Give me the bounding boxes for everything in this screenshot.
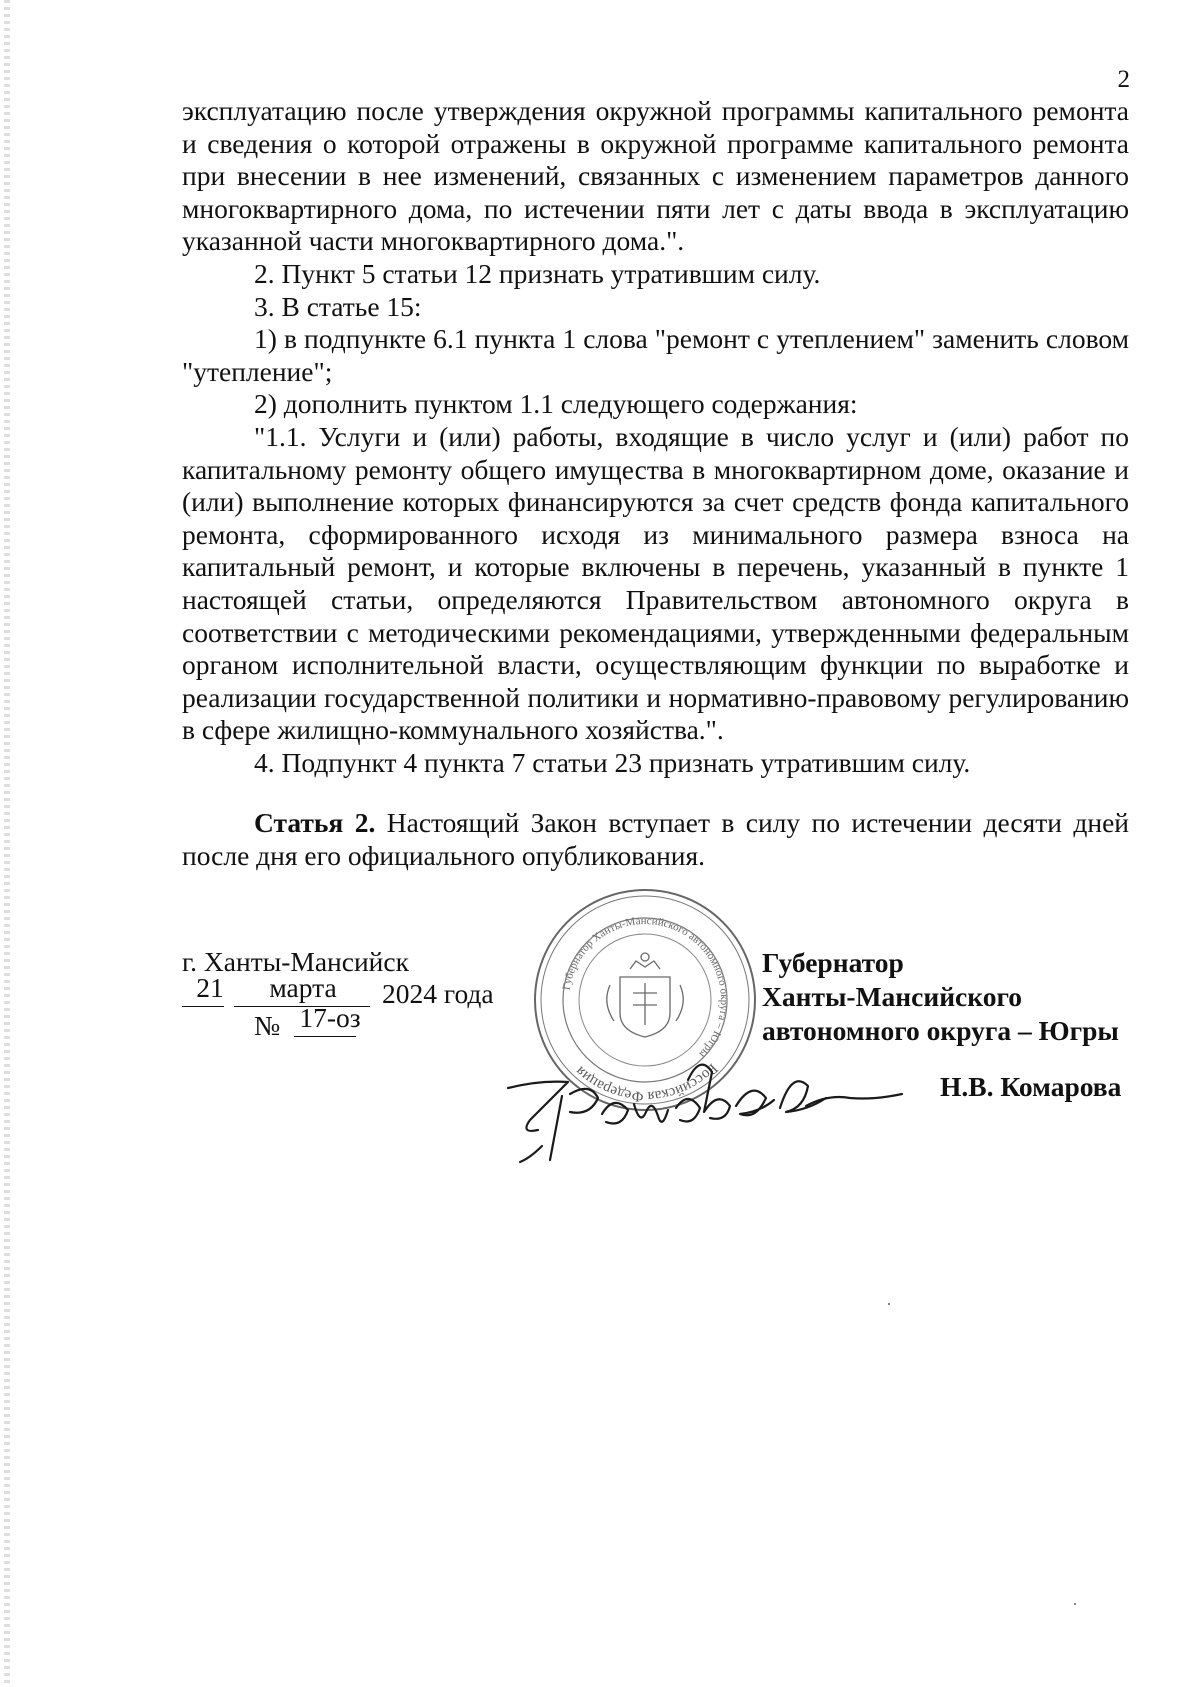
paragraph-item-3-2-text: "1.1. Услуги и (или) работы, входящие в число услуг и (или) работ по капитальному ремонту общего имущества в многоквартирном доме, оказание и (или) выполнение которых финансируются за счет средств фонда капитального ремонта, сформированного исходя из минимального размера взноса на капитальный ремонт, и которые включены в перечень, указанный в пункте 1 настоящей статьи, определяются Правительством автономного округа в соответствии с методическими рекомендациями, утвержденными федеральным органом исполнительной власти, осуществляющим функции по выработке и реализации государственной политики и нормативно-правовому регулированию в сфере жилищно-коммунального хозяйства.". [182, 420, 1129, 746]
scan-edge [4, 0, 10, 1687]
law-number [254, 1002, 364, 1044]
governor-name: Н.В. Комарова [940, 1071, 1122, 1102]
seal-ring-text: Губернатор Ханты-Мансийского автономного округа – Югры [560, 914, 731, 1060]
paragraph-item-3-1: 1) в подпункте 6.1 пункта 1 слова "ремонт с утеплением" заменить словом "утепление"; [182, 323, 1129, 387]
article-2-text: Настоящий Закон вступает в силу по истечении десяти дней после дня его официального опубликования. [182, 807, 1129, 872]
governor-title-line-3: автономного округа – Югры [762, 1015, 1119, 1046]
scan-speck [1074, 1603, 1076, 1605]
paragraph-item-4: 4. Подпункт 4 пункта 7 статьи 23 признать утратившим силу. [254, 746, 971, 778]
paragraph-continuation: эксплуатацию после утверждения окружной программы капитального ремонта и сведения о которой отражены в окружной программе капитального ремонта при внесении в нее изменений, связанных с изменением параметров данного многоквартирного дома, по истечении пяти лет с даты ввода в эксплуатацию указанной части многоквартирного дома.". [182, 95, 1129, 257]
paragraph-item-2: 2. Пункт 5 статьи 12 признать утратившим силу. [254, 257, 821, 289]
paragraph-gap [182, 779, 1129, 807]
paragraph-item-3: 3. В статье 15: [254, 290, 422, 322]
document-body [182, 95, 1129, 873]
number-underline [294, 1036, 356, 1037]
number-value: 17-оз [299, 1002, 361, 1033]
seal-outer-text: Российская Федерация [572, 1060, 721, 1105]
scan-speck [888, 1303, 890, 1305]
place-of-signing: г. Ханты-Мансийск [182, 946, 409, 977]
governor-title-line-2: Ханты-Мансийского [762, 981, 1023, 1012]
coat-of-arms-icon [607, 953, 683, 1037]
article-2-heading: Статья 2. [254, 807, 376, 839]
date-day: 21 [196, 972, 224, 1003]
paragraph-item-3-2: 2) дополнить пунктом 1.1 следующего содержания: [254, 388, 858, 420]
handwritten-signature [490, 1050, 910, 1170]
date-day-underline [182, 1006, 224, 1007]
article-2 [182, 807, 1129, 872]
governor-title [762, 946, 1119, 1048]
page-number: 2 [1117, 66, 1130, 93]
date-month: марта [269, 972, 337, 1003]
date-year: 2024 года [382, 978, 494, 1009]
governor-title-line-1: Губернатор [762, 947, 904, 978]
number-sign: № [254, 1010, 281, 1041]
